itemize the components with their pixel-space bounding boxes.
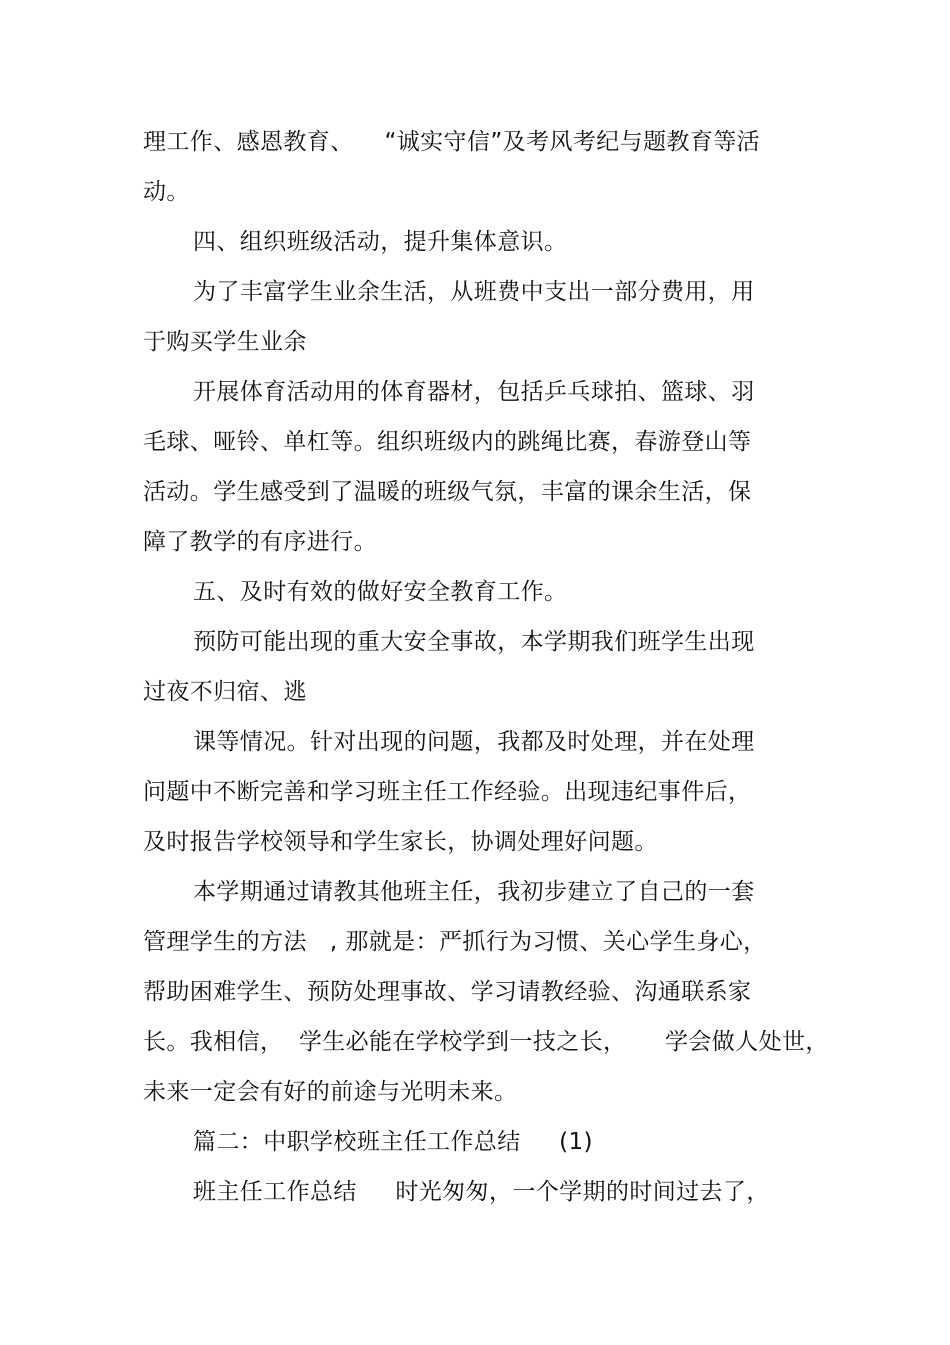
text-line: 班主任工作总结 时光匆匆，一个学期的时间过去了， (193, 1179, 770, 1205)
text-line: 开展体育活动用的体育器材，包括乒乓球拍、篮球、羽 (193, 379, 755, 405)
text-line: 毛球、哑铃、单杠等。组织班级内的跳绳比赛，春游登山等 (143, 429, 752, 455)
text-line: 为了丰富学生业余生活，从班费中支出一部分费用，用 (193, 279, 755, 305)
section-heading: 五、及时有效的做好安全教育工作。 (193, 579, 568, 605)
text-line: 预防可能出现的重大安全事故，本学期我们班学生出现 (193, 629, 755, 655)
text-line: 长。我相信， 学生必能在学校学到一技之长， 学会做人处世， (143, 1029, 829, 1055)
text-line: 课等情况。针对出现的问题，我都及时处理，并在处理 (193, 729, 755, 755)
text-line: 及时报告学校领导和学生家长，协调处理好问题。 (143, 829, 658, 855)
text-line: 于购买学生业余 (143, 329, 307, 355)
text-line: 未来一定会有好的前途与光明未来。 (143, 1079, 518, 1105)
text-line: 本学期通过请教其他班主任，我初步建立了自己的一套 (193, 879, 755, 905)
section-heading: 四、组织班级活动，提升集体意识。 (193, 229, 568, 255)
text-line: 过夜不归宿、逃 (143, 679, 307, 705)
text-line: 障了教学的有序进行。 (143, 529, 377, 555)
text-line: 活动。学生感受到了温暖的班级气氛，丰富的课余生活，保 (143, 479, 752, 505)
text-line: 帮助困难学生、预防处理事故、学习请教经验、沟通联系家 (143, 979, 752, 1005)
article-heading: 篇二：中职学校班主任工作总结 (1) (193, 1129, 593, 1155)
text-line: 问题中不断完善和学习班主任工作经验。出现违纪事件后， (143, 779, 752, 805)
text-line: 理工作、感恩教育、 “诚实守信”及考风考纪与题教育等活 (143, 129, 761, 155)
text-line: 管理学生的方法 , 那就是：严抓行为习惯、关心学生身心， (143, 929, 767, 955)
text-line: 动。 (143, 179, 190, 205)
